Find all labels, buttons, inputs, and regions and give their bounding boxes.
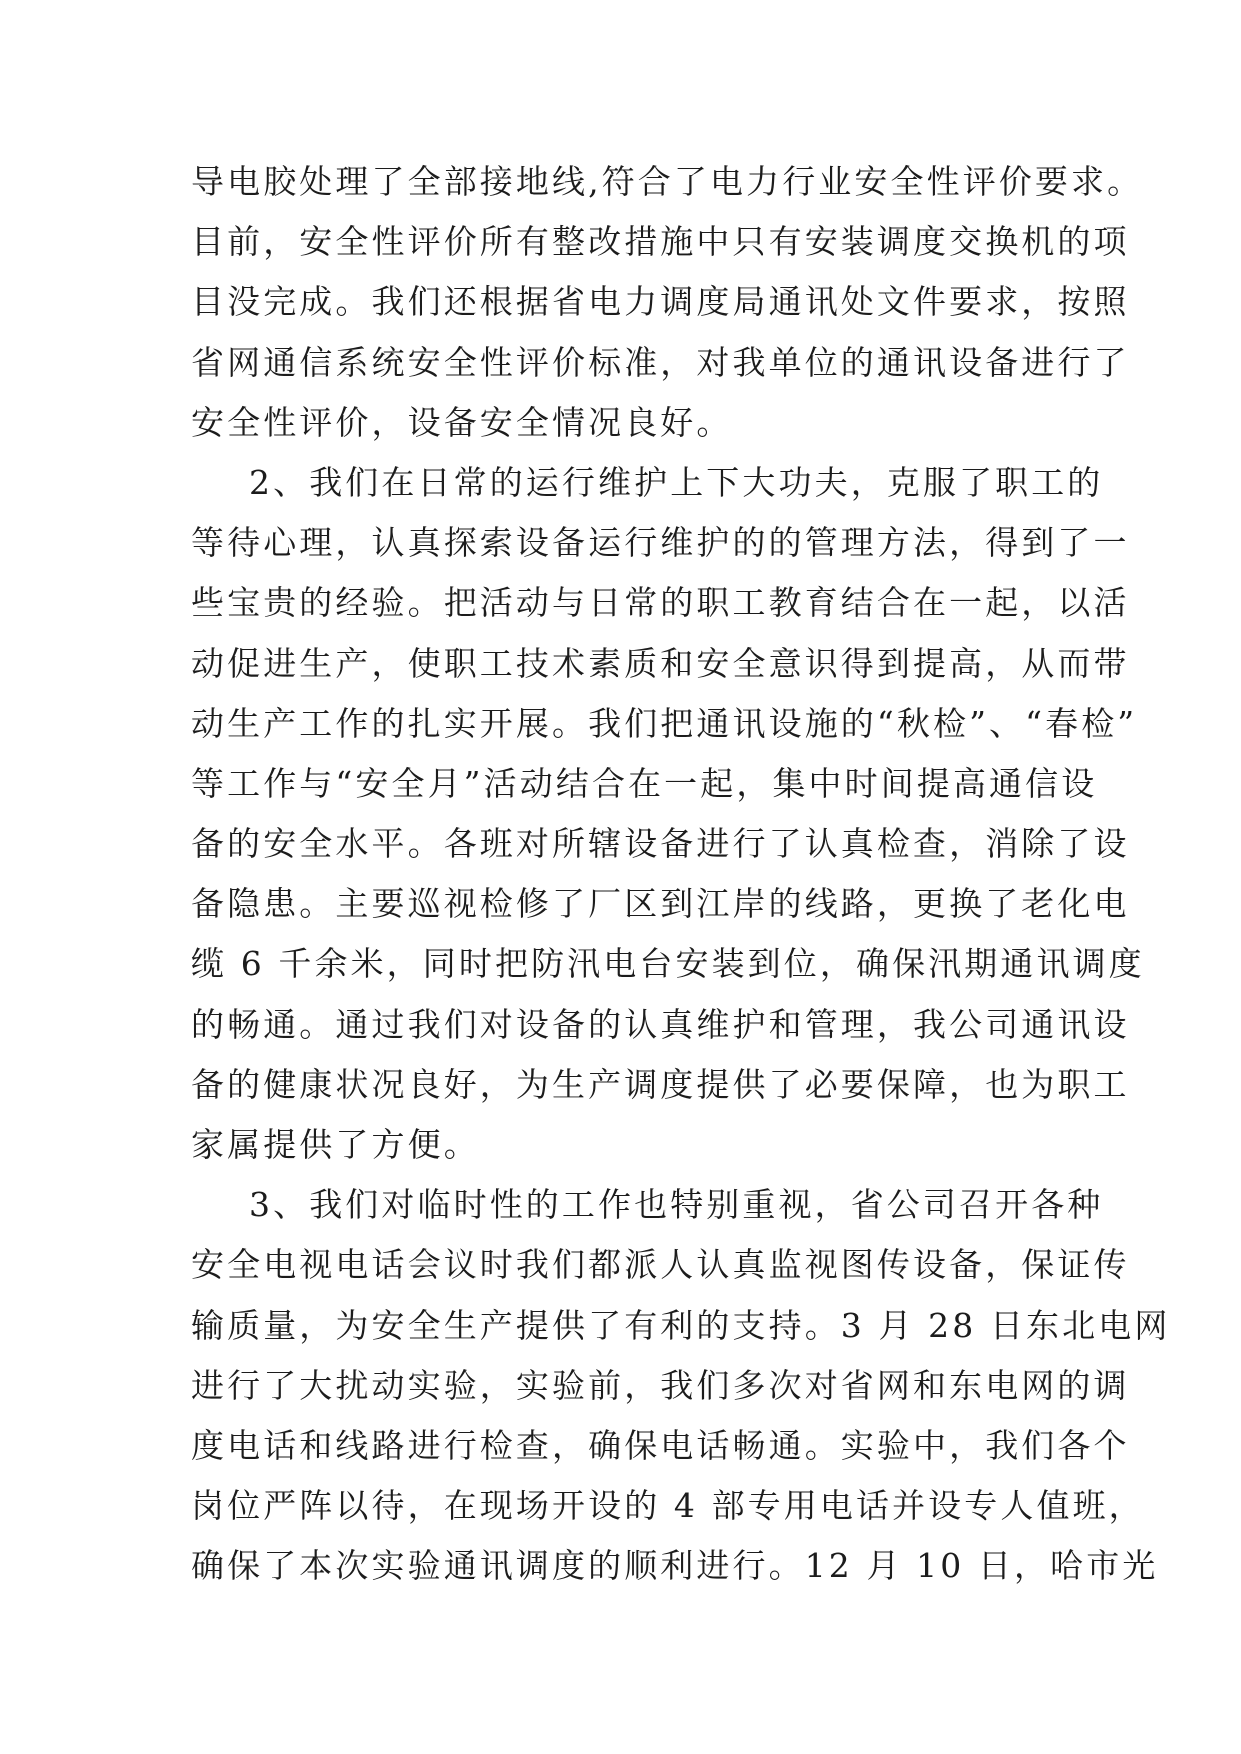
paragraph-3-first-line: 3、我们对临时性的工作也特别重视，省公司召开各种 bbox=[249, 1185, 1104, 1225]
text-line-10: 动生产工作的扎实开展。我们把通讯设施的“秋检”、“春检” bbox=[191, 703, 1138, 743]
text-line-24: 确保了本次实验通讯调度的顺利进行。12 月 10 日，哈市光 bbox=[191, 1546, 1159, 1586]
text-line-9: 动促进生产，使职工技术素质和安全意识得到提高，从而带 bbox=[191, 643, 1130, 683]
paragraph-2-first-line: 2、我们在日常的运行维护上下大功夫，克服了职工的 bbox=[249, 462, 1104, 502]
text-line-20: 输质量，为安全生产提供了有利的支持。3 月 28 日东北电网 bbox=[191, 1305, 1171, 1345]
text-line-21: 进行了大扰动实验，实验前，我们多次对省网和东电网的调 bbox=[191, 1365, 1130, 1405]
text-line-11: 等工作与“安全月”活动结合在一起，集中时间提高通信设 bbox=[191, 763, 1098, 803]
text-line-1: 导电胶处理了全部接地线,符合了电力行业安全性评价要求。 bbox=[191, 162, 1144, 201]
document-body bbox=[191, 152, 1171, 1597]
text-line-16: 备的健康状况良好，为生产调度提供了必要保障，也为职工 bbox=[191, 1064, 1130, 1104]
text-line-23: 岗位严阵以待，在现场开设的 4 部专用电话并设专人值班， bbox=[191, 1486, 1145, 1526]
text-line-13: 备隐患。主要巡视检修了厂区到江岸的线路，更换了老化电 bbox=[191, 884, 1130, 924]
text-line-2: 目前，安全性评价所有整改措施中只有安装调度交换机的项 bbox=[191, 222, 1130, 262]
text-line-5: 安全性评价，设备安全情况良好。 bbox=[191, 402, 733, 442]
text-line-3: 目没完成。我们还根据省电力调度局通讯处文件要求，按照 bbox=[191, 282, 1130, 322]
text-line-7: 等待心理，认真探索设备运行维护的的管理方法，得到了一 bbox=[191, 523, 1130, 563]
text-line-15: 的畅通。通过我们对设备的认真维护和管理，我公司通讯设 bbox=[191, 1004, 1130, 1044]
text-line-12: 备的安全水平。各班对所辖设备进行了认真检查，消除了设 bbox=[191, 824, 1130, 864]
text-line-19: 安全电视电话会议时我们都派人认真监视图传设备，保证传 bbox=[191, 1245, 1130, 1285]
text-line-17: 家属提供了方便。 bbox=[191, 1125, 480, 1164]
text-line-22: 度电话和线路进行检查，确保电话畅通。实验中，我们各个 bbox=[191, 1425, 1130, 1465]
text-line-8: 些宝贵的经验。把活动与日常的职工教育结合在一起，以活 bbox=[191, 583, 1130, 623]
text-line-14: 缆 6 千余米，同时把防汛电台安装到位，确保汛期通讯调度 bbox=[191, 944, 1145, 984]
text-line-4: 省网通信系统安全性评价标准，对我单位的通讯设备进行了 bbox=[191, 342, 1130, 382]
